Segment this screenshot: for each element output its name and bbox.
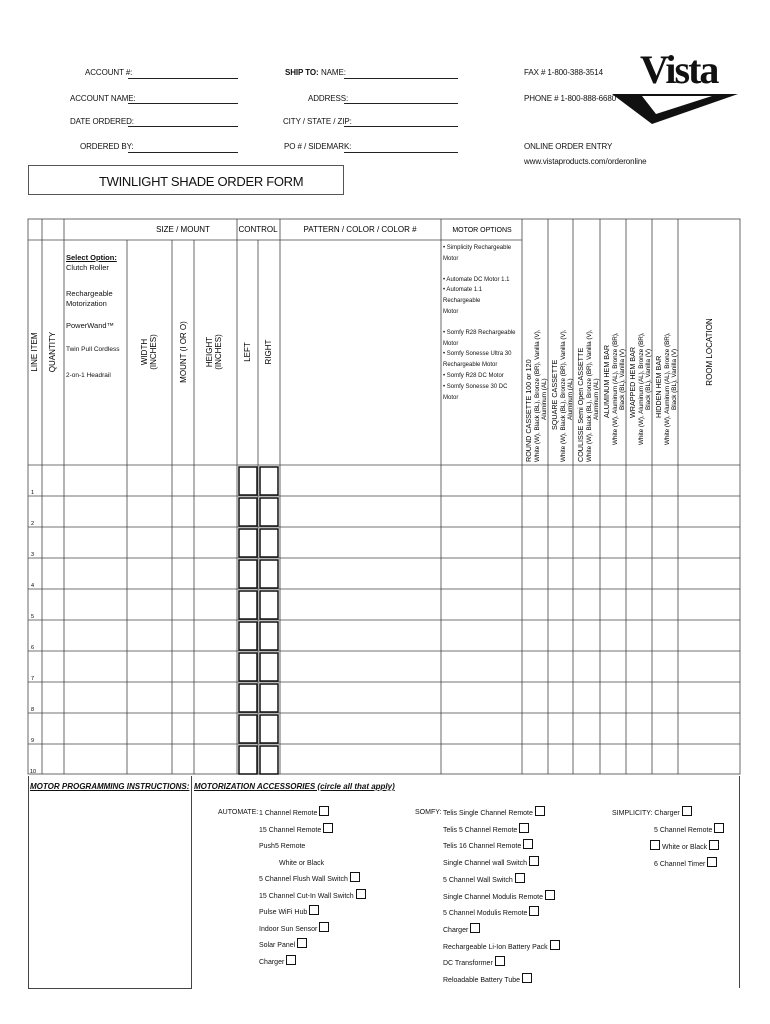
address-label: ADDRESS: [308, 94, 349, 103]
svg-text:10: 10 [30, 769, 37, 775]
motor-option-line: Rechargeable Motor [443, 362, 498, 369]
motor-options-header: MOTOR OPTIONS [452, 227, 512, 234]
somfy-item[interactable]: Telis Single Channel Remote [443, 806, 560, 823]
checkbox-icon [714, 823, 724, 833]
svg-text:5: 5 [31, 614, 35, 620]
select-option-title: Select Option: [66, 253, 117, 262]
row-numbers [30, 490, 36, 775]
motor-option-line: • Somfy Sonesse Ultra 30 [443, 351, 512, 358]
motor-option-spacer [443, 318, 521, 328]
checkbox-icon [529, 856, 539, 866]
online-order-entry: ONLINE ORDER ENTRY [524, 142, 613, 151]
control-header: CONTROL [238, 225, 278, 234]
account-name-label: ACCOUNT NAME: [70, 94, 136, 103]
automate-item[interactable]: 5 Channel Flush Wall Switch [259, 872, 366, 889]
motor-programming-box[interactable] [28, 776, 192, 989]
aluminum-hem-bar-header: ALUMINUM HEM BAR [602, 344, 611, 418]
svg-text:Black (BL), Vanilla (V): Black (BL), Vanilla (V) [619, 348, 626, 410]
line-item-header: LINE ITEM [30, 332, 39, 372]
checkbox-icon [709, 840, 719, 850]
somfy-item[interactable]: Telis 5 Channel Remote [443, 823, 560, 840]
city-state-zip-label: CITY / STATE / ZIP: [283, 117, 352, 126]
svg-text:Aluminum (AL): Aluminum (AL) [567, 378, 574, 420]
svg-text:White (W), Aluminum (AL), Bron: White (W), Aluminum (AL), Bronze (BR), [612, 332, 619, 445]
option-motorization[interactable]: Motorization [66, 299, 107, 308]
checkbox-icon [522, 973, 532, 983]
automate-item[interactable]: Push5 Remote [259, 843, 306, 850]
room-location-header: ROOM LOCATION [705, 318, 714, 386]
checkbox-icon [286, 955, 296, 965]
option-clutch-roller[interactable]: Clutch Roller [66, 263, 109, 272]
option-powerwand[interactable]: PowerWand™ [66, 321, 115, 330]
somfy-label: SOMFY: [415, 809, 442, 816]
quantity-header: QUANTITY [48, 331, 57, 373]
svg-text:Aluminum (AL): Aluminum (AL) [541, 378, 548, 420]
po-sidemark-label: PO # / SIDEMARK: [284, 142, 352, 151]
fax-number: FAX # 1-800-388-3514 [524, 68, 603, 77]
simplicity-item[interactable]: White or Black [650, 840, 719, 857]
checkbox-icon [707, 857, 717, 867]
somfy-item[interactable]: Rechargeable Li-Ion Battery Pack [443, 940, 560, 957]
svg-text:7: 7 [31, 676, 35, 682]
somfy-item[interactable]: Single Channel wall Switch [443, 856, 560, 873]
phone-number: PHONE # 1-800-888-6680 [524, 94, 617, 103]
svg-text:Aluminum (AL): Aluminum (AL) [593, 378, 600, 420]
automate-item[interactable]: Indoor Sun Sensor [259, 922, 366, 939]
option-rechargeable[interactable]: Rechargeable [66, 289, 113, 298]
automate-item[interactable]: 15 Channel Remote [259, 823, 366, 840]
somfy-item[interactable]: Charger [443, 923, 560, 940]
motor-option-line: Motor [443, 394, 459, 401]
simplicity-charger[interactable]: SIMPLICITY: Charger [612, 806, 692, 823]
checkbox-icon [495, 956, 505, 966]
motor-options-list [443, 243, 521, 403]
automate-item[interactable]: Solar Panel [259, 938, 366, 955]
name-label: NAME: [321, 68, 346, 77]
motor-option-line: • Simplicity Rechargeable [443, 245, 512, 251]
somfy-item[interactable]: 5 Channel Modulis Remote [443, 906, 560, 923]
width-header: WIDTH [140, 338, 149, 366]
svg-text:Black (BL), Vanilla (V): Black (BL), Vanilla (V) [645, 348, 652, 410]
square-cassette-header: SQUARE CASSETTE [550, 359, 559, 430]
form-title: TWINLIGHT SHADE ORDER FORM [99, 174, 304, 189]
account-number-label: ACCOUNT #: [85, 68, 133, 77]
online-order-url[interactable]: www.vistaproducts.com/orderonline [524, 157, 647, 166]
svg-text:White (W), Black (BL), Bronze: White (W), Black (BL), Bronze (BR), Vanilla (V), [534, 329, 541, 462]
checkbox-icon [545, 890, 555, 900]
automate-item[interactable]: 1 Channel Remote [259, 806, 366, 823]
checkbox-icon [519, 823, 529, 833]
ordered-by-label: ORDERED BY: [80, 142, 134, 151]
round-cassette-header: ROUND CASSETTE 100 or 120 [524, 359, 533, 462]
wrapped-hem-bar-header: WRAPPED HEM BAR [628, 346, 637, 418]
somfy-item[interactable]: Reloadable Battery Tube [443, 973, 560, 990]
svg-text:1: 1 [31, 490, 35, 496]
checkbox-icon [319, 922, 329, 932]
somfy-item[interactable]: DC Transformer [443, 956, 560, 973]
height-unit: (INCHES) [214, 334, 223, 370]
checkbox-icon [529, 906, 539, 916]
coulisse-cassette-header: COULISSE Semi Open CASSETTE [576, 347, 585, 462]
option-twin-pull-cordless[interactable]: Twin Pull Cordless [66, 346, 120, 353]
checkbox-icon [319, 806, 329, 816]
motor-programming-title: MOTOR PROGRAMMING INSTRUCTIONS: [30, 782, 190, 791]
motor-option-line: Motor [443, 308, 459, 315]
right-header: RIGHT [264, 339, 273, 365]
mount-header: MOUNT (I OR O) [179, 321, 188, 383]
motor-option-line: • Somfy Sonesse 30 DC [443, 383, 508, 390]
automate-item: White or Black [279, 859, 325, 867]
date-ordered-label: DATE ORDERED: [70, 117, 134, 126]
motor-option-spacer [443, 265, 521, 275]
checkbox-icon [650, 840, 660, 850]
checkbox-icon [550, 940, 560, 950]
checkbox-icon [356, 889, 366, 899]
svg-text:White (W), Black (BL), Bronze: White (W), Black (BL), Bronze (BR), Vanilla (V), [586, 329, 593, 462]
svg-text:8: 8 [31, 707, 35, 713]
somfy-item[interactable]: Single Channel Modulis Remote [443, 890, 560, 907]
svg-text:6: 6 [31, 645, 35, 651]
automate-item[interactable]: Charger [259, 955, 366, 972]
automate-label: AUTOMATE: [218, 809, 259, 816]
accessories-title: MOTORIZATION ACCESSORIES (circle all that apply) [194, 782, 395, 791]
height-header: HEIGHT [205, 336, 214, 368]
somfy-item[interactable]: 5 Channel Wall Switch [443, 873, 560, 890]
svg-text:3: 3 [31, 552, 35, 558]
svg-text:White (W), Aluminum (AL), Bron: White (W), Aluminum (AL), Bronze (BR), [638, 332, 645, 445]
simplicity-item[interactable]: 5 Channel Remote [654, 823, 724, 840]
cassette-and-hem-headers [524, 329, 678, 462]
svg-text:Black (BL), Vanilla (V): Black (BL), Vanilla (V) [671, 348, 678, 410]
somfy-item[interactable]: Telis 16 Channel Remote [443, 839, 560, 856]
checkbox-icon [523, 839, 533, 849]
width-unit: (INCHES) [149, 334, 158, 370]
checkbox-icon [682, 806, 692, 816]
left-header: LEFT [243, 342, 252, 362]
checkbox-icon [323, 823, 333, 833]
checkbox-icon [297, 938, 307, 948]
checkbox-icon [515, 873, 525, 883]
motor-option-line: Motor [443, 255, 459, 262]
svg-text:White (W), Black (BL), Bronze: White (W), Black (BL), Bronze (BR), Vanilla (V), [560, 329, 567, 462]
vista-logo-text: Vista [640, 47, 718, 92]
checkbox-icon [535, 806, 545, 816]
somfy-list [443, 806, 560, 990]
pattern-header: PATTERN / COLOR / COLOR # [303, 225, 417, 234]
motor-option-line: • Somfy R28 Rechargeable [443, 329, 516, 336]
control-checkboxes[interactable] [239, 467, 278, 774]
motor-option-line: • Automate DC Motor 1.1 [443, 276, 510, 283]
select-option-list [66, 253, 126, 381]
option-2-on-1-headrail[interactable]: 2-on-1 Headrail [66, 372, 111, 379]
simplicity-item[interactable]: 6 Channel Timer [654, 857, 717, 874]
automate-item[interactable]: Pulse WiFi Hub [259, 905, 366, 922]
automate-item[interactable]: 15 Channel Cut-In Wall Switch [259, 889, 366, 906]
automate-list [259, 806, 366, 971]
motor-option-line: • Somfy R28 DC Motor [443, 372, 504, 379]
svg-text:White (W), Aluminum (AL), Bron: White (W), Aluminum (AL), Bronze (BR), [664, 332, 671, 445]
svg-text:2: 2 [31, 521, 35, 527]
simplicity-label: SIMPLICITY: [612, 810, 653, 817]
ship-to-label: SHIP TO: [285, 68, 319, 77]
svg-text:9: 9 [31, 738, 35, 744]
hidden-hem-bar-header: HIDDEN HEM BAR [654, 355, 663, 418]
svg-text:4: 4 [31, 583, 35, 589]
motor-option-line: • Automate 1.1 Rechargeable [443, 287, 483, 305]
checkbox-icon [350, 872, 360, 882]
motor-option-line: Motor [443, 340, 459, 347]
checkbox-icon [309, 905, 319, 915]
size-mount-header: SIZE / MOUNT [156, 225, 210, 234]
checkbox-icon [470, 923, 480, 933]
